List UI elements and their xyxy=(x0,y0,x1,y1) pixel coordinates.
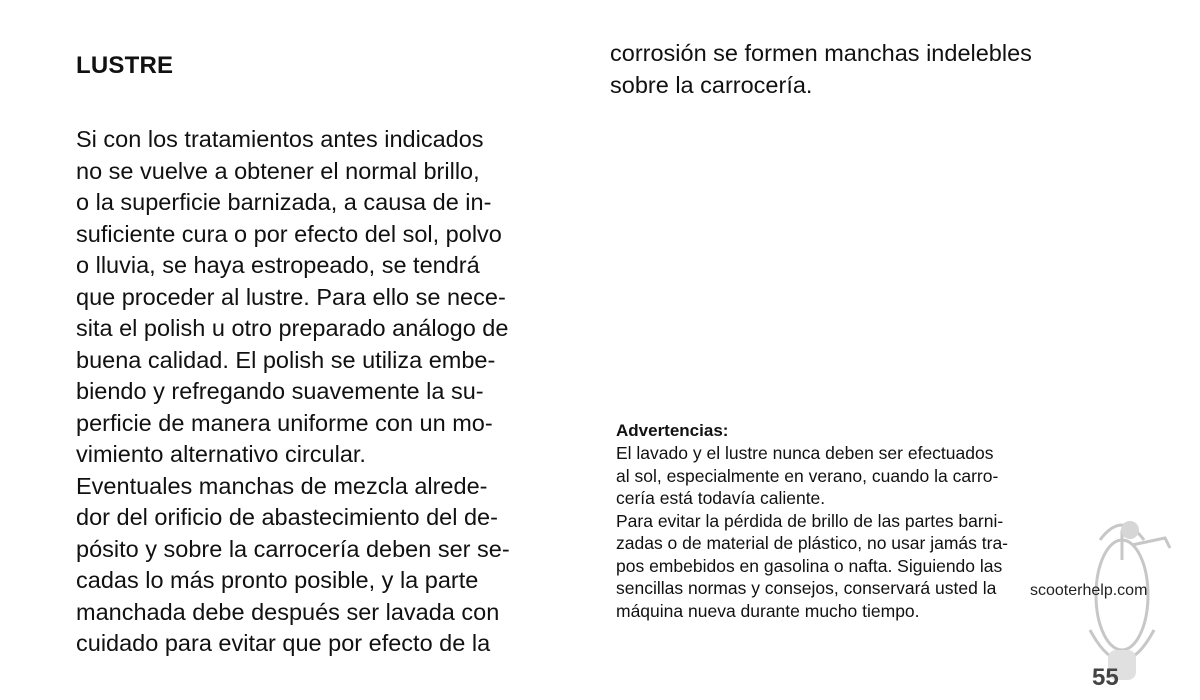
text-line: o la superficie barnizada, a causa de in- xyxy=(76,189,492,215)
warning-line: máquina nueva durante mucho tiempo. xyxy=(616,600,920,621)
warning-line: El lavado y el lustre nunca deben ser efectuados xyxy=(616,443,994,463)
text-line: vimiento alternativo circular. xyxy=(76,441,366,467)
watermark-text: scooterhelp.com xyxy=(1030,582,1148,599)
warning-line: zadas o de material de plástico, no usar jamás tra- xyxy=(616,533,1008,553)
left-column-text xyxy=(76,124,586,660)
warning-line: al sol, especialmente en verano, cuando la carro- xyxy=(616,465,999,486)
text-line: Eventuales manchas de mezcla alrede- xyxy=(76,472,488,499)
warning-line: cería está todavía caliente. xyxy=(616,488,826,508)
text-line: corrosión se formen manchas indelebles xyxy=(610,40,1032,66)
warning-line: pos embebidos en gasolina o nafta. Siguiendo las xyxy=(616,555,1003,576)
text-line: sobre la carrocería. xyxy=(610,71,813,98)
section-title: LUSTRE xyxy=(76,52,174,79)
warning-line: Para evitar la pérdida de brillo de las partes barni- xyxy=(616,510,1004,531)
warnings-title: Advertencias: xyxy=(616,421,729,440)
text-line: suficiente cura o por efecto del sol, polvo xyxy=(76,220,502,247)
text-line: cadas lo más pronto posible, y la parte xyxy=(76,567,479,593)
text-line: que proceder al lustre. Para ello se nece- xyxy=(76,283,506,310)
text-line: o lluvia, se haya estropeado, se tendrá xyxy=(76,252,480,278)
text-line: biendo y refregando suavemente la su- xyxy=(76,378,484,404)
text-line: Si con los tratamientos antes indicados xyxy=(76,126,484,152)
text-line: no se vuelve a obtener el normal brillo, xyxy=(76,157,480,184)
text-line: sita el polish u otro preparado análogo de xyxy=(76,315,509,341)
text-line: perficie de manera uniforme con un mo- xyxy=(76,409,493,436)
text-line: dor del orificio de abastecimiento del de- xyxy=(76,504,498,530)
warning-line: sencillas normas y consejos, conservará usted la xyxy=(616,578,997,598)
page-number: 55 xyxy=(1092,664,1119,691)
text-line: pósito y sobre la carrocería deben ser se- xyxy=(76,535,510,562)
text-line: buena calidad. El polish se utiliza embe- xyxy=(76,346,496,373)
text-line: manchada debe después ser lavada con xyxy=(76,598,500,625)
text-line: cuidado para evitar que por efecto de la xyxy=(76,630,491,656)
right-column-continuation xyxy=(610,38,1130,101)
